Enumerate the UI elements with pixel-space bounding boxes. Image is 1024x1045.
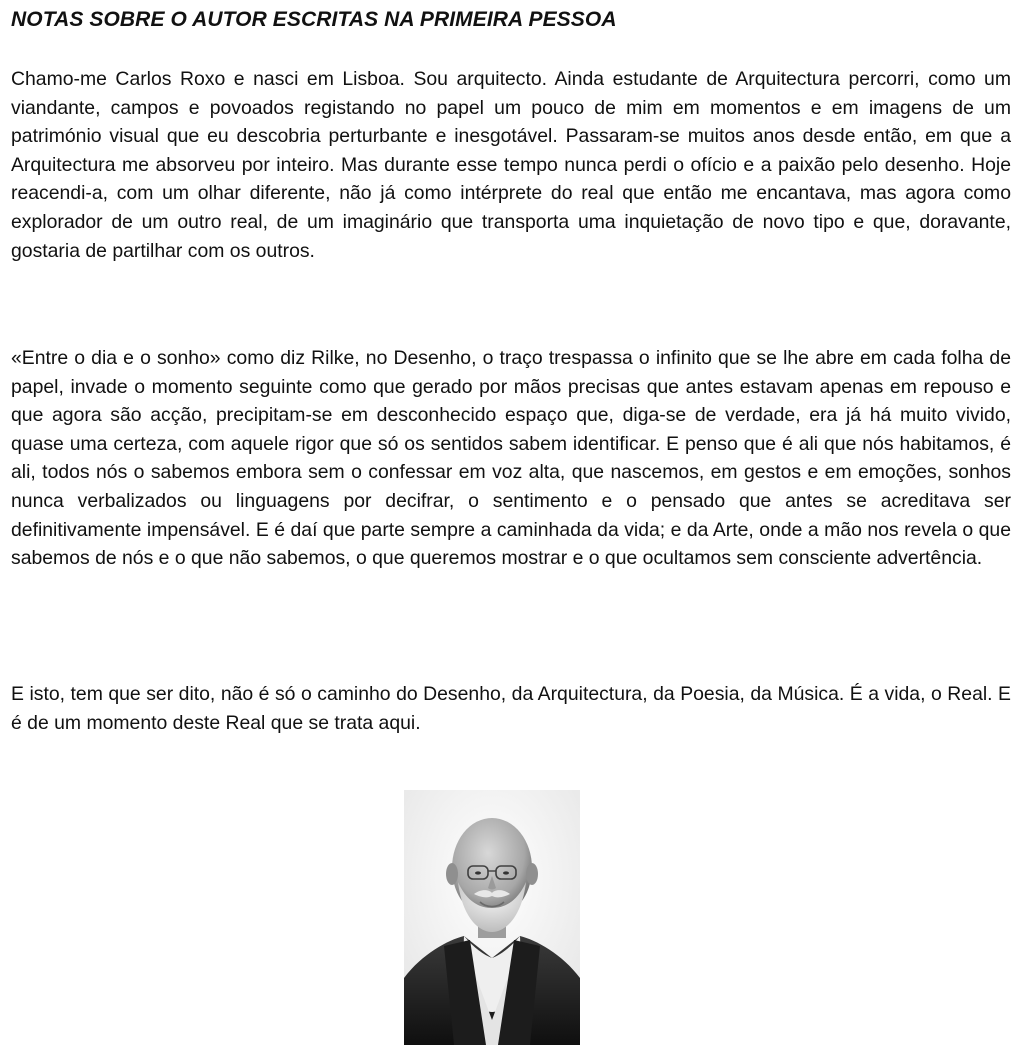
paragraph-2: «Entre o dia e o sonho» como diz Rilke, no Desenho, o traço trespassa o infinito que se lhe abre em cada folha de papel, invade o momento seguinte como que gerado por mãos precisas que antes estavam apenas em repouso e que agora são acção, precipitam-se em desconhecido espaço que, diga-se de verdade, era já há muito vivido, quase uma certeza, com aquele rigor que só os sentidos sabem identificar. E penso que é ali que nós habitamos, é ali, todos nós o sabemos embora sem o confessar em voz alta, que nascemos, em gestos e em emoções, sonhos nunca verbalizados ou linguagens por decifrar, o sentimento e o pensado que antes se acreditava ser definitivamente impensável. E é daí que parte sempre a caminhada da vida; e da Arte, onde a mão nos revela o que sabemos de nós e o que não sabemos, o que queremos mostrar e o que ocultamos sem consciente advertência. [11, 347, 1011, 570]
page-title: NOTAS SOBRE O AUTOR ESCRITAS NA PRIMEIRA PESSOA [11, 8, 617, 31]
portrait-icon [404, 790, 580, 1045]
author-portrait-photo [404, 790, 580, 1045]
paragraph-1: Chamo-me Carlos Roxo e nasci em Lisboa. Sou arquitecto. Ainda estudante de Arquitectura percorri, como um viandante, campos e povoados registando no papel um pouco de mim em momentos e em imagens de um património visual que eu descobria perturbante e inesgotável. Passaram-se muitos anos desde então, em que a Arquitectura me absorveu por inteiro. Mas durante esse tempo nunca perdi o ofício e a paixão pelo desenho. Hoje reacendi-a, com um olhar diferente, não já como intérprete do real que então me encantava, mas agora como explorador de um outro real, de um imaginário que transporta uma inquietação de novo tipo e que, doravante, gostaria de partilhar com os outros. [11, 68, 1011, 262]
paragraph-3: E isto, tem que ser dito, não é só o caminho do Desenho, da Arquitectura, da Poesia, da Música. É a vida, o Real. E é de um momento deste Real que se trata aqui. [11, 683, 1011, 734]
